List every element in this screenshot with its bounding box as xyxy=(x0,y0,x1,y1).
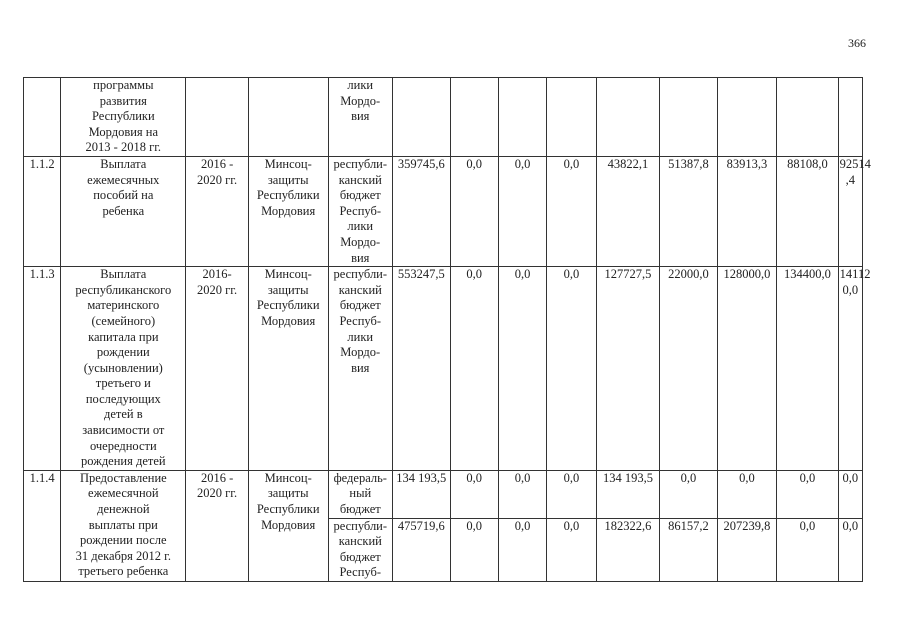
value-cell: 83913,3 xyxy=(717,156,776,266)
table-row xyxy=(24,470,863,518)
value-cell: 0,0 xyxy=(498,267,546,471)
value-cell: 553247,5 xyxy=(393,267,450,471)
measure-name: Выплата ежемесячных пособий на ребенка xyxy=(61,156,186,266)
value-cell: 0,0 xyxy=(660,470,717,518)
row-number: 1.1.4 xyxy=(24,470,61,581)
funding-source: республи- канский бюджет Респуб- лики Мордо- вия xyxy=(328,267,393,471)
value-cell: 0,0 xyxy=(777,518,839,581)
period: 2016 - 2020 гг. xyxy=(186,156,249,266)
value-cell: 22000,0 xyxy=(660,267,717,471)
value-cell: 88108,0 xyxy=(777,156,839,266)
value-cell: 182322,6 xyxy=(596,518,660,581)
value-cell: 0,0 xyxy=(547,267,596,471)
executor: Минсоц- защиты Республики Мордовия xyxy=(248,470,328,581)
measure-name: Предоставление ежемесячной денежной выплаты при рождении после 31 декабря 2012 г. третьего ребенка xyxy=(61,470,186,581)
value-cell xyxy=(393,78,450,157)
table-row xyxy=(24,156,863,266)
value-cell xyxy=(717,78,776,157)
value-cell: 0,0 xyxy=(498,518,546,581)
value-cell: 0,0 xyxy=(450,156,498,266)
value-cell xyxy=(498,78,546,157)
value-cell: 207239,8 xyxy=(717,518,776,581)
value-cell: 0,0 xyxy=(838,518,862,581)
measure-name: программы развития Республики Мордовия на 2013 - 2018 гг. xyxy=(61,78,186,157)
value-cell: 0,0 xyxy=(838,470,862,518)
value-cell: 0,0 xyxy=(547,518,596,581)
value-cell: 51387,8 xyxy=(660,156,717,266)
value-cell xyxy=(660,78,717,157)
funding-source: республи- канский бюджет Респуб- xyxy=(328,518,393,581)
funding-source: федераль- ный бюджет xyxy=(328,470,393,518)
value-cell: 0,0 xyxy=(498,470,546,518)
value-cell: 0,0 xyxy=(450,470,498,518)
value-cell: 134 193,5 xyxy=(596,470,660,518)
value-cell: 128000,0 xyxy=(717,267,776,471)
table-row xyxy=(24,267,863,471)
value-cell: 0,0 xyxy=(547,156,596,266)
executor: Минсоц- защиты Республики Мордовия xyxy=(248,267,328,471)
executor: Минсоц- защиты Республики Мордовия xyxy=(248,156,328,266)
value-cell xyxy=(450,78,498,157)
measure-name: Выплата республиканского материнского (семейного) капитала при рождении (усыновлении) третьего и последующих детей в зависимости от очередности рождения детей xyxy=(61,267,186,471)
funding-source: лики Мордо- вия xyxy=(328,78,393,157)
value-cell xyxy=(838,78,862,157)
budget-table xyxy=(23,77,871,582)
value-cell: 359745,6 xyxy=(393,156,450,266)
value-cell: 14112 0,0 xyxy=(838,267,862,471)
row-number: 1.1.3 xyxy=(24,267,61,471)
value-cell: 0,0 xyxy=(498,156,546,266)
value-cell: 134 193,5 xyxy=(393,470,450,518)
period: 2016- 2020 гг. xyxy=(186,267,249,471)
page-number: 366 xyxy=(848,36,866,50)
value-cell: 0,0 xyxy=(547,470,596,518)
value-cell: 134400,0 xyxy=(777,267,839,471)
value-cell: 86157,2 xyxy=(660,518,717,581)
row-number: 1.1.2 xyxy=(24,156,61,266)
value-cell xyxy=(777,78,839,157)
value-cell: 0,0 xyxy=(777,470,839,518)
funding-source: республи- канский бюджет Респуб- лики Мордо- вия xyxy=(328,156,393,266)
value-cell: 43822,1 xyxy=(596,156,660,266)
period xyxy=(186,78,249,157)
executor xyxy=(248,78,328,157)
period: 2016 - 2020 гг. xyxy=(186,470,249,581)
value-cell xyxy=(596,78,660,157)
value-cell: 0,0 xyxy=(450,518,498,581)
row-number xyxy=(24,78,61,157)
value-cell: 475719,6 xyxy=(393,518,450,581)
value-cell: 0,0 xyxy=(450,267,498,471)
value-cell: 0,0 xyxy=(717,470,776,518)
value-cell: 127727,5 xyxy=(596,267,660,471)
value-cell xyxy=(547,78,596,157)
table-row xyxy=(24,78,863,157)
value-cell: 92514 ,4 xyxy=(838,156,862,266)
